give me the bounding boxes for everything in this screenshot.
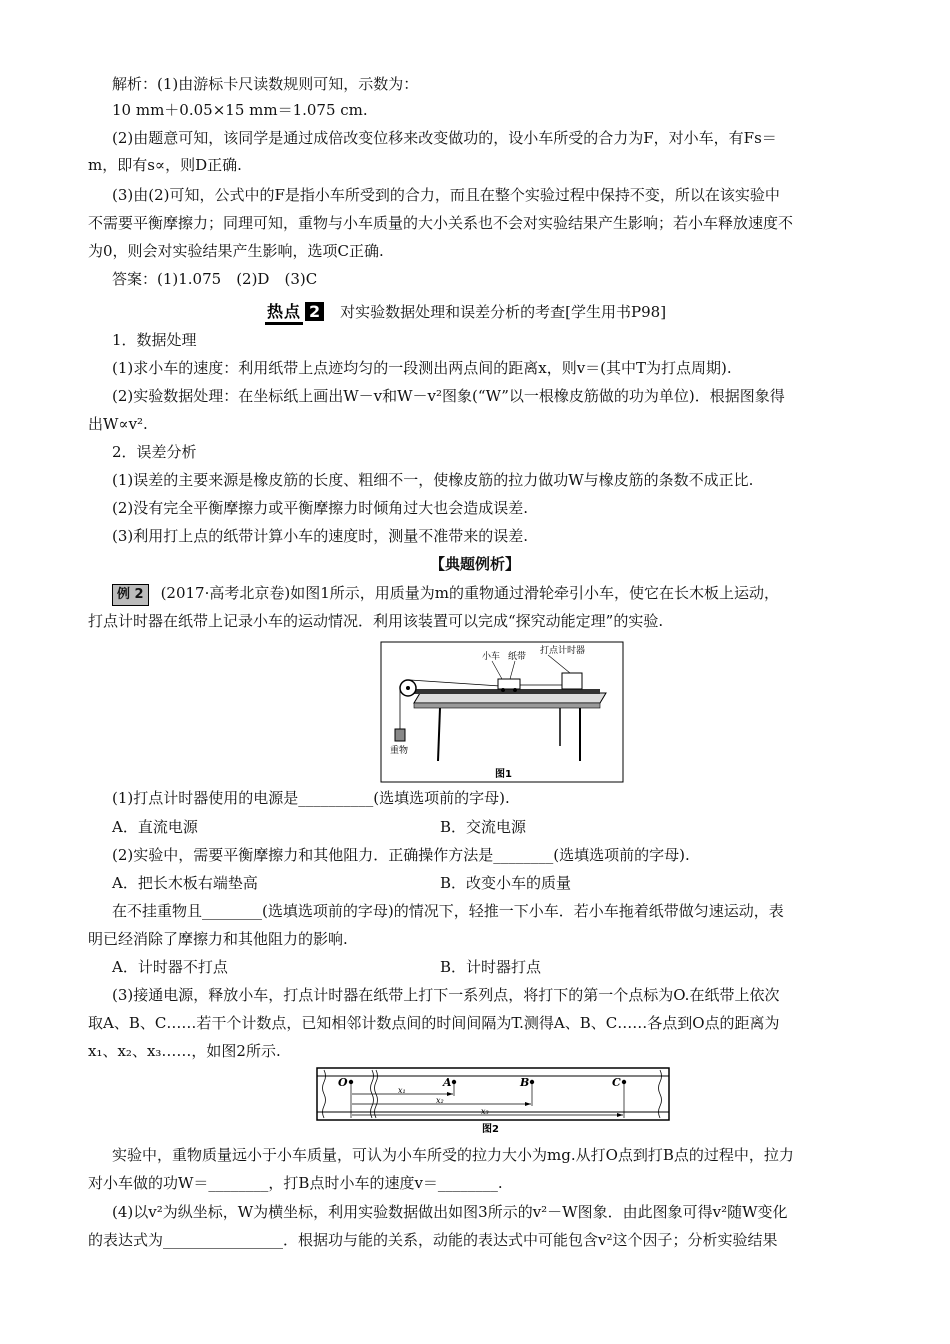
fig2-point-o: O <box>338 1076 348 1089</box>
fig1-caption: 图1 <box>495 769 512 780</box>
option-b: B．改变小车的质量 <box>440 874 572 892</box>
question-line: (3)接通电源，释放小车，打点计时器在纸带上打下一系列点，将打下的第一个点标为O.在纸带上依次 <box>112 986 780 1004</box>
figure-1 <box>380 641 624 783</box>
hotspot-label: 热点 <box>265 299 303 325</box>
text-line: 10 mm＋0.05×15 mm＝1.075 cm. <box>112 101 368 119</box>
question-line: 取A、B、C……若干个计数点，已知相邻计数点间的时间间隔为T.测得A、B、C……各点到O点的距离为 <box>88 1014 780 1032</box>
section-title: 2．误差分析 <box>112 443 197 461</box>
fig2-x3: x₃ <box>481 1107 489 1116</box>
fig1-tape-label: 纸带 <box>508 652 527 662</box>
question-line: (1)打点计时器使用的电源是__________(选填选项前的字母). <box>112 789 510 807</box>
text-line: (2)由题意可知，该同学是通过成倍改变位移来改变做功的，设小车所受的合力为F，对小车，有Fs＝ <box>112 129 777 147</box>
answer-line: 答案：(1)1.075 (2)D (3)C <box>112 270 318 288</box>
text-line: (3)由(2)可知，公式中的F是指小车所受到的合力，而且在整个实验过程中保持不变，所以在该实验中 <box>112 186 780 204</box>
text-line: 为0，则会对实验结果产生影响，选项C正确. <box>88 242 384 260</box>
fig2-x1: x₁ <box>398 1086 406 1095</box>
fig2-point-b: B <box>520 1076 530 1089</box>
text-line: (1)误差的主要来源是橡皮筋的长度、粗细不一，使橡皮筋的拉力做功W与橡皮筋的条数不成正比. <box>112 471 754 489</box>
example-label: 例 2 <box>112 584 149 606</box>
question-line: 明已经消除了摩擦力和其他阻力的影响. <box>88 930 348 948</box>
question-line: 的表达式为________________．根据功与能的关系，动能的表达式中可能包含v²这个因子；分析实验结果 <box>88 1231 778 1249</box>
option-a: A．计时器不打点 <box>112 958 228 976</box>
option-a: A．把长木板右端垫高 <box>112 874 258 892</box>
text-line: (2)没有完全平衡摩擦力或平衡摩擦力时倾角过大也会造成误差. <box>112 499 529 517</box>
question-line: x₁、x₂、x₃……，如图2所示. <box>88 1042 281 1060</box>
text-line: (1)求小车的速度：利用纸带上点迹均匀的一段测出两点间的距离x，则v＝(其中T为打点周期). <box>112 359 732 377</box>
question-line: (2)实验中，需要平衡摩擦力和其他阻力．正确操作方法是________(选填选项前的字母). <box>112 846 690 864</box>
example-heading: 【典题例析】 <box>429 555 520 573</box>
text-line: 出W∝v². <box>88 415 148 433</box>
text-line: m，即有s∝，则D正确. <box>88 156 242 174</box>
text-line <box>112 583 779 606</box>
fig2-point-a: A <box>443 1076 452 1089</box>
fig1-weight-label: 重物 <box>390 746 409 756</box>
text-line: 解析：(1)由游标卡尺读数规则可知，示数为： <box>112 75 419 93</box>
option-b: B．交流电源 <box>440 818 527 836</box>
question-line: (4)以v²为纵坐标，W为横坐标，利用实验数据做出如图3所示的v²－W图象．由此图象可得v²随W变化 <box>112 1203 788 1221</box>
hotspot-number: 2 <box>305 302 324 321</box>
text-line: 不需要平衡摩擦力；同理可知，重物与小车质量的大小关系也不会对实验结果产生影响；若小车释放速度不 <box>88 214 794 232</box>
question-line: 实验中，重物质量远小于小车质量，可认为小车所受的拉力大小为mg.从打O点到打B点的过程中，拉力 <box>112 1146 794 1164</box>
hotspot-title: 对实验数据处理和误差分析的考查[学生用书P98] <box>340 303 667 321</box>
question-line: 在不挂重物且________(选填选项前的字母)的情况下，轻推一下小车．若小车拖着纸带做匀速运动，表 <box>112 902 784 920</box>
example-text: (2017·高考北京卷)如图1所示，用质量为m的重物通过滑轮牵引小车，使它在长木板上运动， <box>160 584 779 602</box>
fig2-caption: 图2 <box>482 1124 499 1135</box>
text-line: (3)利用打上点的纸带计算小车的速度时，测量不准带来的误差. <box>112 527 529 545</box>
fig1-car-label: 小车 <box>482 652 501 662</box>
fig2-point-c: C <box>612 1076 621 1089</box>
figure-2 <box>316 1066 670 1138</box>
option-b: B．计时器打点 <box>440 958 542 976</box>
fig1-timer-label: 打点计时器 <box>540 646 586 656</box>
question-line: 对小车做的功W＝________，打B点时小车的速度v＝________. <box>88 1174 503 1192</box>
option-a: A．直流电源 <box>112 818 198 836</box>
fig2-x2: x₂ <box>436 1096 444 1105</box>
text-line: 打点计时器在纸带上记录小车的运动情况．利用该装置可以完成“探究动能定理”的实验. <box>88 612 664 630</box>
section-title: 1．数据处理 <box>112 331 197 349</box>
hotspot-heading <box>265 299 666 325</box>
text-line: (2)实验数据处理：在坐标纸上画出W－v和W－v²图象(“W”以一根橡皮筋做的功为单位)．根据图象得 <box>112 387 785 405</box>
